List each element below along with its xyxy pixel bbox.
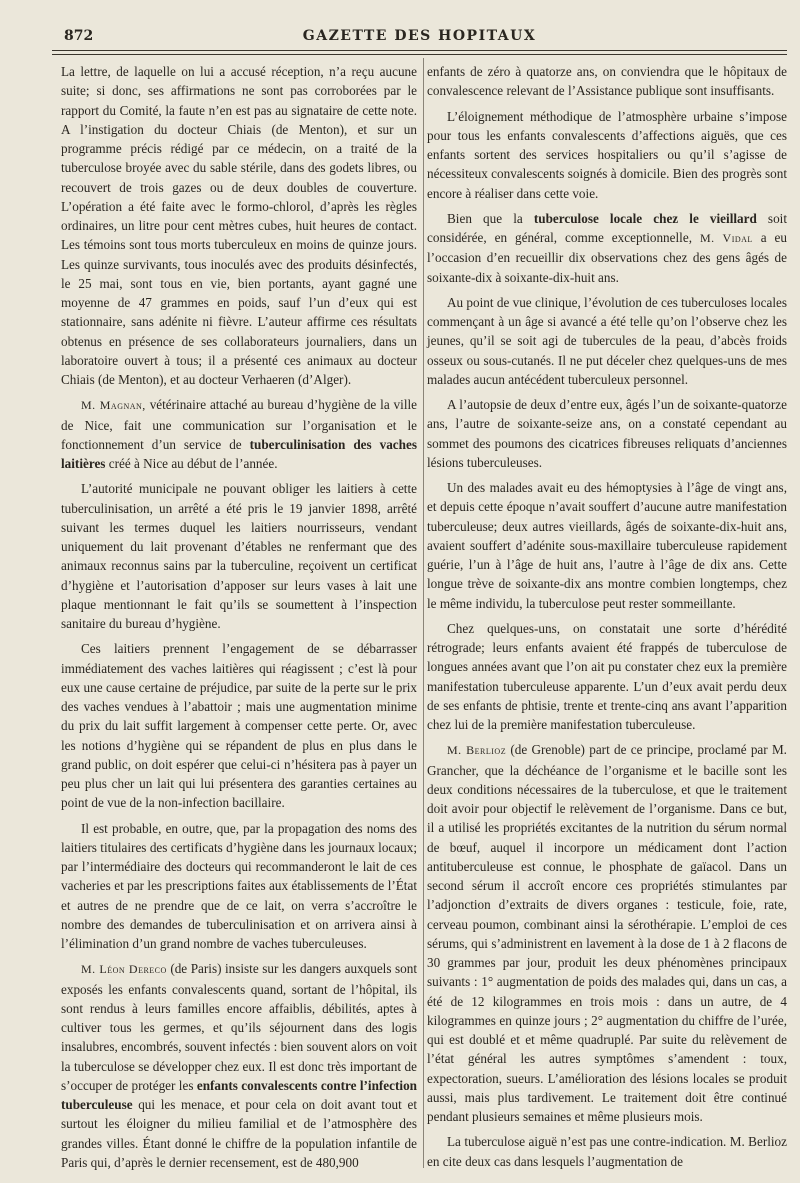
speaker-name: M. Vidal: [699, 231, 753, 245]
text-run: (de Paris) insiste sur les dangers auxquels sont exposés les enfants convalescents quand, sortant de l’hôpital, ils sont rendus à leurs familles encore affaiblis, débilités, aptes à cultiver tous les germes, et qu’ils séjournent dans des logis insalubres, encombrés, souvent infectés : bien souvent alors on voit la tuberculose se développer chez eux. Il est donc très important de s’occuper de protéger les: [61, 961, 417, 1093]
text-run: qui les menace, et pour cela on doit avant tout et surtout les éloigner du milieu familial et de l’atmosphère des grandes villes. Étant donné le chiffre de la population infantile de Paris qui, d’après le dernier recensement, est de 480,900: [61, 1097, 417, 1170]
paragraph: Chez quelques-uns, on constatait une sorte d’hérédité rétrograde; leurs enfants avaient été frappés de tuberculose de longues années avant que l’on ait pu constater chez eux la première manifestation tuberculeuse apparente. L’un d’eux avait perdu deux de ses enfants de phtisie, trente et trente-cinq ans avant l’apparition chez lui de la première manifestation tuberculeuse.: [427, 620, 787, 732]
page-number: 872: [64, 28, 94, 44]
left-column: [61, 62, 417, 1178]
paragraph: L’autorité municipale ne pouvant obliger les laitiers à cette tuberculinisation, un arrêté a été pris le 19 janvier 1898, arrêté suivant les termes duquel les laitiers nourrisseurs, vendant uniquement du lait provenant d’étables ne renfermant que des animaux reconnus sains par la tuberculine, reçoivent un certificat d’hygiène et l’autorisation d’apposer sur leurs vases à lait une plaque mentionnant le fait qu’ils se soumettent à l’inspection sanitaire du bureau d’hygiène.: [61, 481, 417, 631]
paragraph: enfants de zéro à quatorze ans, on conviendra que le hôpitaux de convalescence relevant de l’Assistance publique sont insuffisants.: [427, 64, 787, 99]
text-run: soit considérée, en général, comme exceptionnelle,: [427, 210, 787, 245]
page-header: [52, 28, 787, 50]
paragraph: [427, 740, 787, 1126]
running-title: GAZETTE DES HOPITAUX: [302, 28, 537, 44]
paragraph: La lettre, de laquelle on lui a accusé réception, n’a reçu aucune suite; si donc, ses affirmations ne sont pas corroborées par le rapport du Comité, la faute n’en est pas au signataire de cette note. A l’instigation du docteur Chiais (de Menton), et sur un programme précis rédigé par ce médecin, on a traité de la tuberculose broyée avec du sable stérile, dans des godets libres, ou recouvert de trois gazes ou de deux doubles de couverture. L’opération a été faite avec le formo-chlorol, d’après les règles ordinaires, un litre pour cent mètres cubes, huit heures de contact. Les témoins sont tous morts tuberculeux en moins de quinze jours. Les quinze survivants, tous inoculés avec des produits désinfectés, le 25 mai, sont tous en vie, bien portants, ayant gagné une moyenne de 47 grammes en poids, sauf l’un d’eux qui est stationnaire, sans adénite ni fièvre. L’auteur affirme ces résultats obtenus en présence de ses collaborateurs journaliers, dans un laboratoire ouvert à tous; il a présenté ces animaux au docteur Chiais (de Menton), et au docteur Verhaeren (d’Alger).: [61, 64, 417, 387]
header-rule-thin: [52, 54, 787, 55]
text-run: (de Grenoble) part de ce principe, proclamé par M. Grancher, que la déchéance de l’organisme et le bacille sont les deux conditions nécessaires de la tuberculose, et que le traitement doit avoir pour objectif le relèvement de l’organisme. Dans ce but, il a utilisé les propriétés excitantes de la nutrition du sérum normal de bœuf, auquel il incorpore un médicament dont l’action antituberculeuse est connue, le phosphate de gaïacol. Dans un second sérum il accroît encore ces propriétés stimulantes par l’adjonction d’extraits de divers organes : testicule, foie, rate, cerveau poumon, combinant ainsi la sérothérapie. L’emploi de ces sérums, qui s’administrent en lavement à la dose de 1 à 2 flacons de 30 grammes par jour, produit les deux phénomènes principaux suivants : 1° augmentation de poids des malades qui, dans un cas, a été de 12 kilogrammes en trois mois : dans un autre, de 4 kilogrammes en quinze jours ; 2° augmentation du chiffre de l’urée, qui est doublé et et même quadruplé. Par suite du relèvement de l’état général les autres symptômes s’amendent : toux, expectoration, sueurs. L’amélioration des lésions locales se produit aussi, mais plus tardivement. Le traitement doit être continué pendant plusieurs semaines et même plusieurs mois.: [427, 742, 787, 1124]
paragraph: Au point de vue clinique, l’évolution de ces tuberculoses locales commençant à un âge si avancé a été telle qu’on l’observe chez les jeunes, qu’il se soit agi de tubercules de la peau, d’abcès froids osseux ou sous-cutanés. Il ne put déceler chez quelques-uns de mes malades aucun antécédent tuberculeux personnel.: [427, 294, 787, 387]
paragraph: Il est probable, en outre, que, par la propagation des noms des laitiers titulaires des certificats d’hygiène dans les journaux locaux; par l’intermédiaire des docteurs qui recommanderont le lait de ces vacheries et par les prescriptions faites aux établissements de l’État et autres de ne prendre que de ce lait, on verra s’accroître le nombre des demandes de tuberculinisation et on arrivera ainsi à l’élimination d’un grand nombre de vaches tuberculeuses.: [61, 820, 417, 951]
text-run: vétérinaire attaché au bureau d’hygiène de la ville de Nice, fait une communication sur l’organisation et le fonctionnement d’un service de: [61, 397, 417, 452]
paragraph: Un des malades avait eu des hémoptysies à l’âge de vingt ans, et depuis cette époque n’avait souffert d’aucune autre manifestation tuberculeuse; deux autres vieillards, âgés de soixante-dix-huit ans, avaient souffert d’adénite sous-maxillaire tuberculeuse rapidement guérie, l’un à l’âge de huit ans, l’autre à l’âge de dix ans. Cette longue trève de soixante-dix ans montre combien longtemps, chez le même individu, la tuberculose peut rester sommeillante.: [427, 480, 787, 611]
right-column: [427, 62, 787, 1177]
text-run: créé à Nice au début de l’année.: [105, 456, 278, 471]
paragraph: Ces laitiers prennent l’engagement de se débarrasser immédiatement des vaches laitières qui réagissent ; c’est là pour eux une cause certaine de préjudice, par suite de la perte sur le prix des vaches vendues à l’abattoir ; mais une augmentation minime du prix du lait suffit largement à compenser cette perte. Or, avec les notions d’hygiène qui se répandent de plus en plus dans le grand public, on doit espérer que celui-ci n’hésitera pas à payer un peu plus cher un lait qui lui présentera des garanties certaines au point de vue de la non-infection bacillaire.: [61, 641, 417, 811]
paragraph: [61, 959, 417, 1172]
topic-bold: tuberculinisation des vaches laitières: [61, 436, 417, 471]
header-rule: [52, 50, 787, 51]
speaker-name: M. Léon Dereco: [81, 962, 167, 977]
speaker-name: M. Berlioz: [447, 743, 507, 758]
column-separator: [423, 58, 424, 1168]
paragraph: A l’autopsie de deux d’entre eux, âgés l’un de soixante-quatorze ans, l’autre de soixante-seize ans, on a constaté cependant au sommet des poumons des cicatrices fibreuses reliquats d’anciennes lésions tuberculeuses.: [427, 397, 787, 470]
text-run: Bien que la: [447, 210, 534, 226]
paragraph: La tuberculose aiguë n’est pas une contre-indication. M. Berlioz en cite deux cas dans lesquels l’augmentation de: [427, 1134, 787, 1169]
paragraph: [61, 395, 417, 473]
paragraph: [427, 209, 787, 287]
text-run: a eu l’occasion d’en recueillir dix observations chez des gens âgés de soixante-dix à soixante-dix-huit ans.: [427, 230, 787, 285]
topic-bold: enfants convalescents contre l’infection tuberculeuse: [61, 1077, 417, 1112]
paragraph: L’éloignement méthodique de l’atmosphère urbaine s’impose pour tous les enfants convalescents d’affections aiguës, que ces enfants sortent des services hospitaliers ou qu’il s’agisse de nécessiteux convalescents soignés à domicile. Bien des progrès sont encore à réaliser dans cette voie.: [427, 108, 787, 201]
speaker-name: M. Magnan,: [81, 398, 146, 413]
topic-bold: tuberculose locale chez le vieillard: [533, 210, 757, 226]
